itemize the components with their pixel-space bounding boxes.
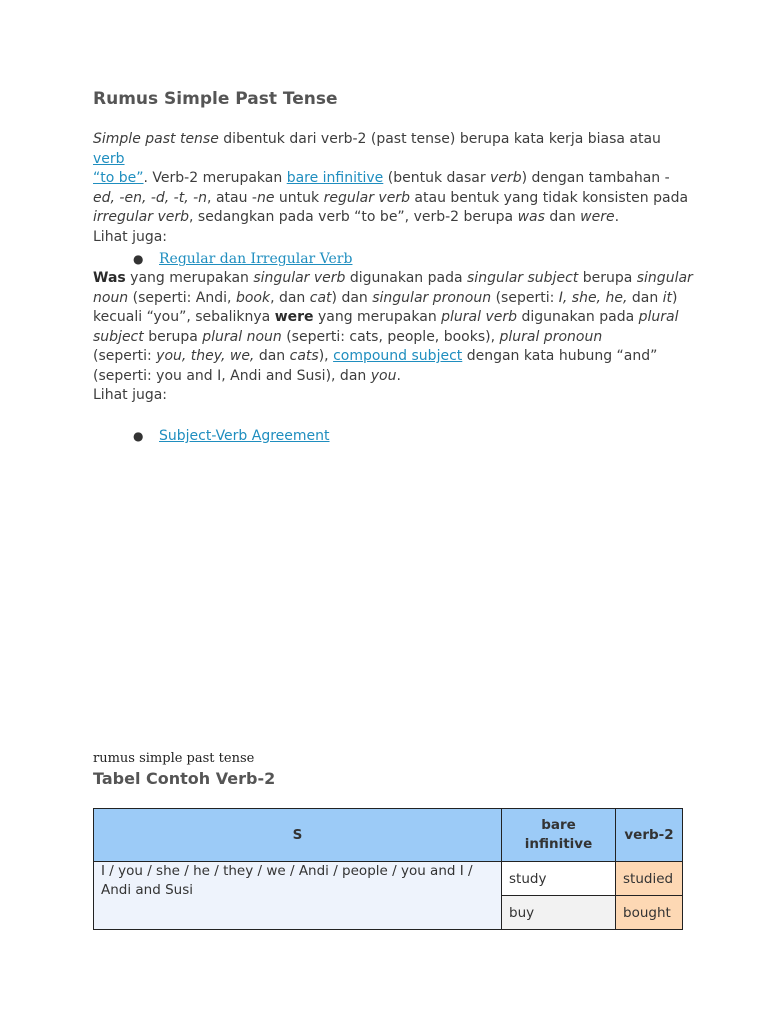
header-subject: S (94, 809, 502, 862)
text: dan (627, 289, 663, 306)
image-caption: rumus simple past tense (93, 751, 255, 766)
text: book (235, 289, 271, 306)
see-also-list-item (133, 250, 352, 269)
paragraph-was-were (93, 269, 693, 406)
term-simple-past-tense: Simple past tense (93, 131, 219, 147)
text: , atau - (207, 189, 257, 206)
text: ed, -en, -d, -t, -n (93, 189, 208, 206)
text: (seperti: (491, 289, 559, 306)
bullet-icon: ● (133, 252, 144, 266)
text: (seperti: (93, 348, 157, 364)
text: plural subject (93, 309, 679, 345)
text: dibentuk dari verb-2 (past tense) berupa kata kerja biasa atau (218, 131, 661, 147)
subject-cell: I / you / she / he / they / we / Andi / people / you and I / Andi and Susi (94, 862, 502, 930)
text: dan (254, 348, 290, 364)
text: yang merupakan (313, 309, 442, 325)
text: it (662, 289, 673, 306)
page-title: Rumus Simple Past Tense (93, 89, 338, 109)
text: were (274, 309, 314, 325)
text: , dan (270, 289, 310, 306)
link-verb[interactable]: verb (93, 150, 125, 167)
text: dan (544, 209, 581, 225)
text: dengan kata hubung “and” (seperti: you and I, Andi and Susi), dan (93, 348, 658, 384)
paragraph-simple-past-definition (93, 130, 693, 247)
text: singular subject (467, 270, 579, 286)
text: was (517, 209, 545, 225)
text: you (370, 367, 397, 384)
text: ne (256, 189, 275, 206)
link-subject-verb-agreement[interactable]: Subject-Verb Agreement (159, 428, 330, 444)
text: atau bentuk yang tidak konsisten pada (409, 189, 689, 206)
text: cats (289, 348, 319, 364)
bare-infinitive-cell: buy (502, 896, 616, 930)
table-title: Tabel Contoh Verb-2 (93, 769, 276, 788)
verb2-example-table (93, 808, 683, 930)
text: singular pronoun (372, 289, 492, 306)
text: berupa (578, 270, 637, 286)
text: untuk (274, 189, 324, 206)
header-verb2: verb-2 (616, 809, 683, 862)
link-to-be[interactable]: “to be” (93, 170, 144, 186)
see-also-list-item (133, 427, 330, 446)
verb2-cell: studied (616, 862, 683, 896)
link-regular-irregular-verb[interactable]: Regular dan Irregular Verb (159, 251, 353, 267)
text: were (580, 209, 615, 225)
text: digunakan pada (345, 270, 468, 286)
text: ) dengan tambahan - (521, 170, 670, 186)
text: plural verb (441, 309, 518, 325)
table-row (94, 862, 683, 896)
table-header-row (94, 809, 683, 862)
text: irregular verb (93, 209, 189, 225)
text: regular verb (323, 189, 410, 206)
see-also-label: Lihat juga: (93, 228, 168, 245)
text: digunakan pada (517, 309, 639, 325)
text: singular noun (93, 270, 693, 306)
header-bare-infinitive: bare infinitive (502, 809, 616, 862)
text: berupa (143, 328, 203, 345)
text: . Verb-2 merupakan (143, 170, 287, 186)
bare-infinitive-cell: study (502, 862, 616, 896)
text: I, she, he, (558, 289, 628, 306)
text: singular verb (253, 270, 346, 286)
text: , sedangkan pada verb “to be”, verb-2 berupa (189, 209, 518, 225)
see-also-label: Lihat juga: (93, 387, 168, 403)
text: (seperti: cats, people, books), (281, 328, 500, 345)
link-compound-subject[interactable]: compound subject (333, 348, 463, 364)
text: verb (490, 170, 522, 186)
text: plural noun (202, 328, 282, 345)
verb2-cell: bought (616, 896, 683, 930)
text: (bentuk dasar (383, 170, 491, 186)
text: plural pronoun (499, 328, 603, 345)
text: . (396, 367, 401, 384)
link-bare-infinitive[interactable]: bare infinitive (286, 170, 384, 186)
text: ), (318, 348, 334, 364)
text: you, they, we, (156, 348, 255, 364)
text: Was (93, 270, 126, 286)
text: ) kecuali “you”, sebaliknya (93, 289, 678, 325)
bullet-icon: ● (133, 429, 144, 443)
text: yang merupakan (125, 270, 254, 286)
text: ) dan (331, 289, 373, 306)
text: cat (309, 289, 332, 306)
text: (seperti: Andi, (128, 289, 236, 306)
text: . (614, 209, 620, 225)
